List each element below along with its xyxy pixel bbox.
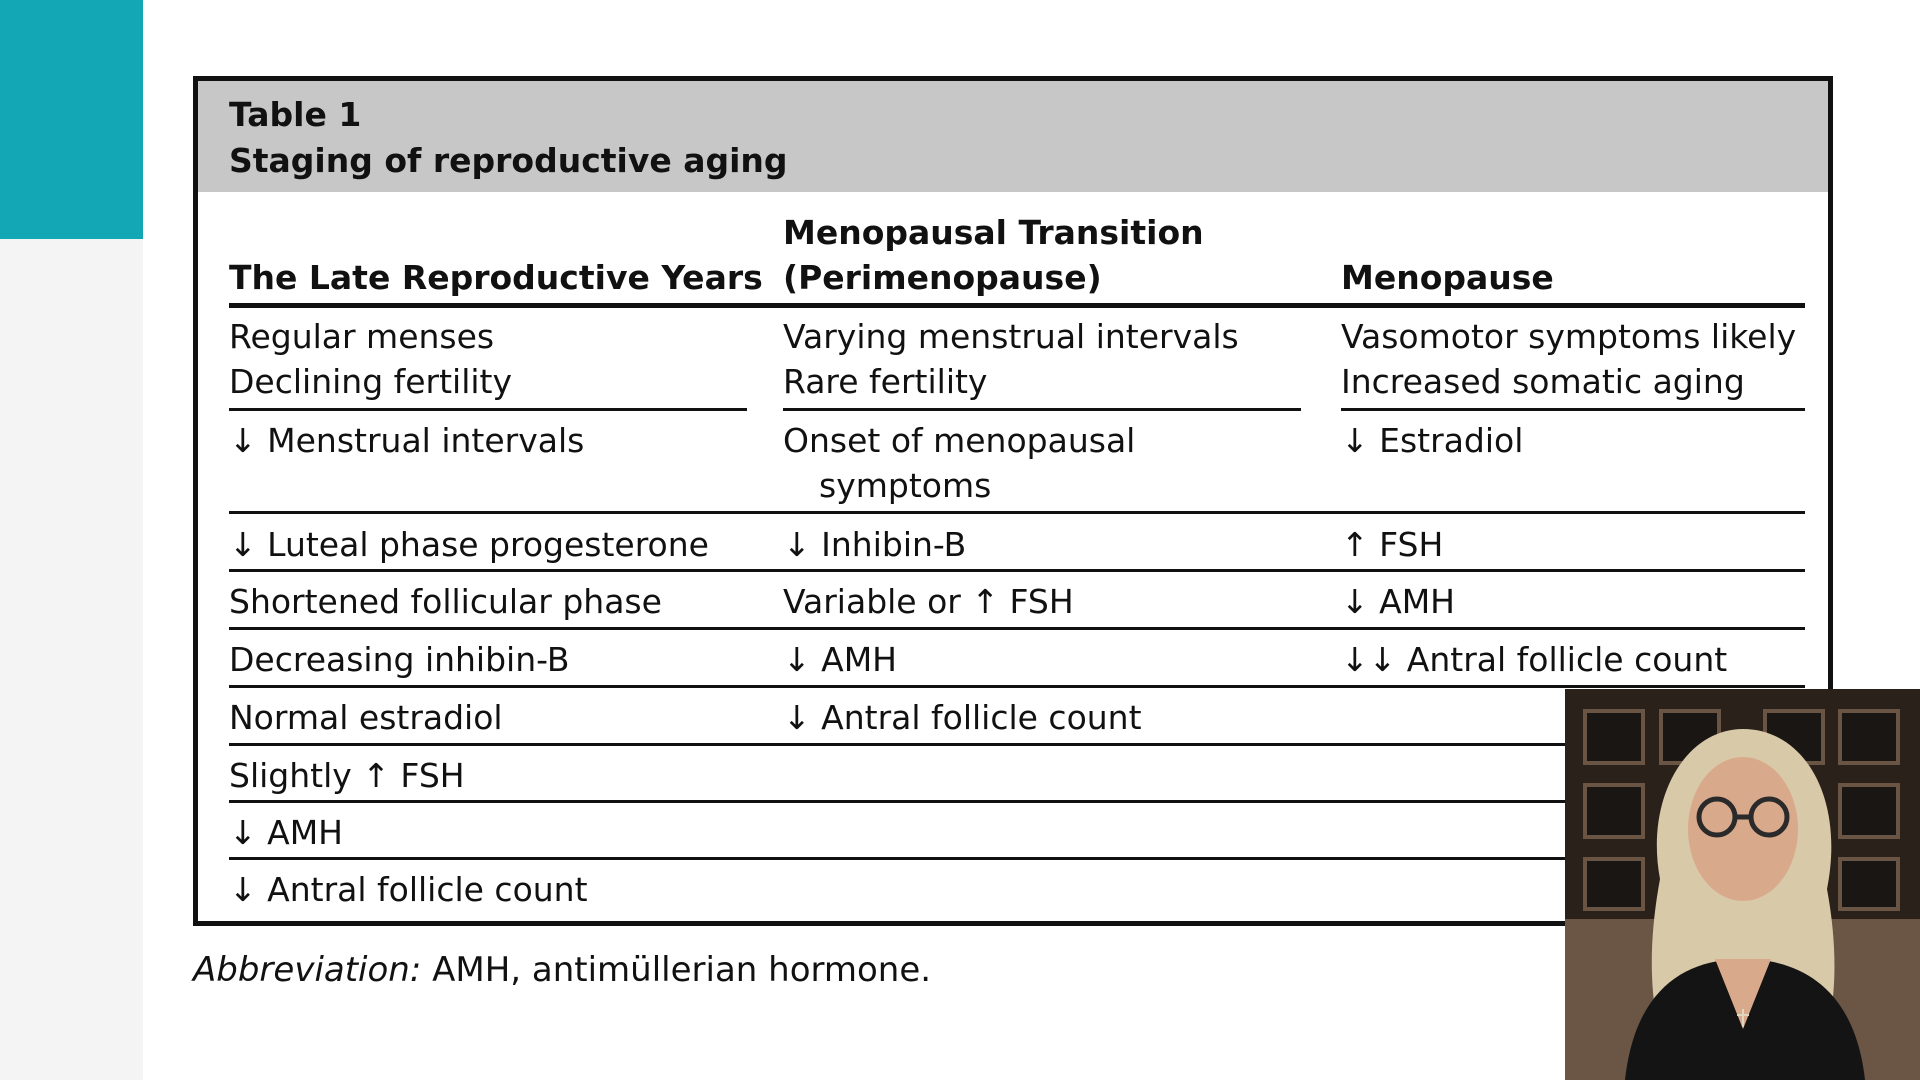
cell-r3-c1: ↓ Inhibin-B (783, 525, 967, 564)
header-rule (229, 303, 1805, 308)
cell-r5-c0: Decreasing inhibin-B (229, 640, 570, 679)
footnote-text: AMH, antimüllerian hormone. (421, 950, 932, 990)
cell-r4-c0: Shortened follicular phase (229, 582, 662, 621)
cell-r4-c1: Variable or ↑ FSH (783, 582, 1074, 621)
cell-r6-c1: ↓ Antral follicle count (783, 698, 1142, 737)
table-footnote (193, 950, 931, 990)
cell-r3-c0: ↓ Luteal phase progesterone (229, 525, 709, 564)
cell-r2-c1-continuation: symptoms (819, 466, 992, 505)
cell-r1-c2: Increased somatic aging (1341, 362, 1745, 401)
cell-r1-c0: Declining fertility (229, 362, 513, 401)
cell-r5-c2: ↓↓ Antral follicle count (1341, 640, 1728, 679)
header-late-reproductive: The Late Reproductive Years (229, 258, 763, 297)
cell-r9-c0: ↓ Antral follicle count (229, 870, 588, 909)
row-rule (783, 408, 1301, 411)
row-rule (229, 685, 1805, 688)
row-rule (1341, 408, 1805, 411)
row-rule (229, 627, 1805, 630)
row-rule (229, 569, 1805, 572)
cell-r6-c0: Normal estradiol (229, 698, 503, 737)
header-menopause: Menopause (1341, 258, 1554, 297)
cell-r0-c1: Varying menstrual intervals (783, 317, 1239, 356)
accent-block (0, 0, 143, 239)
cell-r2-c1: Onset of menopausal (783, 421, 1136, 460)
cell-r8-c0: ↓ AMH (229, 813, 344, 852)
row-rule (229, 408, 747, 411)
cell-r5-c1: ↓ AMH (783, 640, 898, 679)
cell-r7-c0: Slightly ↑ FSH (229, 756, 465, 795)
cell-r0-c2: Vasomotor symptoms likely (1341, 317, 1797, 356)
cell-r2-c0: ↓ Menstrual intervals (229, 421, 585, 460)
webcam-overlay (1565, 689, 1920, 1080)
table-label: Table 1 (229, 95, 362, 134)
presenter-video-image (1565, 689, 1920, 1080)
table-title: Staging of reproductive aging (229, 141, 788, 180)
table-caption (198, 81, 1828, 192)
row-rule (229, 511, 1805, 514)
cell-r4-c2: ↓ AMH (1341, 582, 1456, 621)
cell-r1-c1: Rare fertility (783, 362, 988, 401)
header-menopausal-transition: Menopausal Transition (Perimenopause) (783, 213, 1204, 297)
cell-r2-c2: ↓ Estradiol (1341, 421, 1524, 460)
footnote-label: Abbreviation: (193, 950, 422, 990)
cell-r3-c2: ↑ FSH (1341, 525, 1444, 564)
cell-r0-c0: Regular menses (229, 317, 495, 356)
